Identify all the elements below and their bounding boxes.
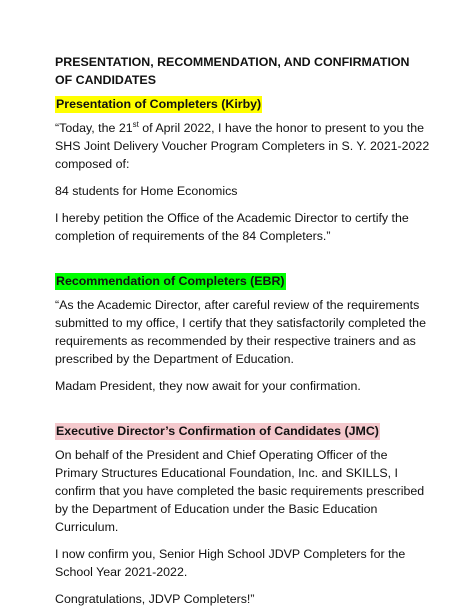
presentation-p1-end: of April 2022, I have the honor to present to you the SHS Joint Delivery Voucher Program Completers in S. Y. 2021-2022 composed of: xyxy=(55,121,430,171)
spacer xyxy=(55,404,430,422)
recommendation-paragraph-2: Madam President, they now await for your confirmation. xyxy=(55,379,361,393)
confirmation-paragraph-3: Congratulations, JDVP Completers!” xyxy=(55,592,255,606)
presentation-p1-start: “Today, the 21 xyxy=(55,121,133,135)
confirmation-heading: Executive Director’s Confirmation of Candidates (JMC) xyxy=(56,424,379,438)
section-recommendation xyxy=(55,272,430,290)
ordinal-suffix: st xyxy=(132,119,139,129)
section-confirmation xyxy=(55,422,430,440)
recommendation-paragraph-1: “As the Academic Director, after careful review of the requirements submitted to my office, I certify that they satisfactorily completed the requirements as recommended by their respective trainers and as prescribed by the Department of Education. xyxy=(55,298,426,366)
section-presentation xyxy=(55,95,430,113)
spacer xyxy=(55,254,430,272)
document-title: PRESENTATION, RECOMMENDATION, AND CONFIRMATION OF CANDIDATES xyxy=(55,55,410,87)
presentation-paragraph-1 xyxy=(55,119,430,173)
confirmation-paragraph-2: I now confirm you, Senior High School JDVP Completers for the School Year 2021-2022. xyxy=(55,547,406,579)
confirmation-paragraph-1: On behalf of the President and Chief Operating Officer of the Primary Structures Educational Foundation, Inc. and SKILLS, I confirm that you have completed the basic requirements prescribed by the Department of Education under the Basic Education Curriculum. xyxy=(55,448,425,534)
presentation-paragraph-3: I hereby petition the Office of the Academic Director to certify the completion of requirements of the 84 Completers.” xyxy=(55,211,409,243)
recommendation-heading: Recommendation of Completers (EBR) xyxy=(56,274,285,288)
presentation-heading: Presentation of Completers (Kirby) xyxy=(56,97,262,111)
presentation-paragraph-2: 84 students for Home Economics xyxy=(55,184,238,198)
